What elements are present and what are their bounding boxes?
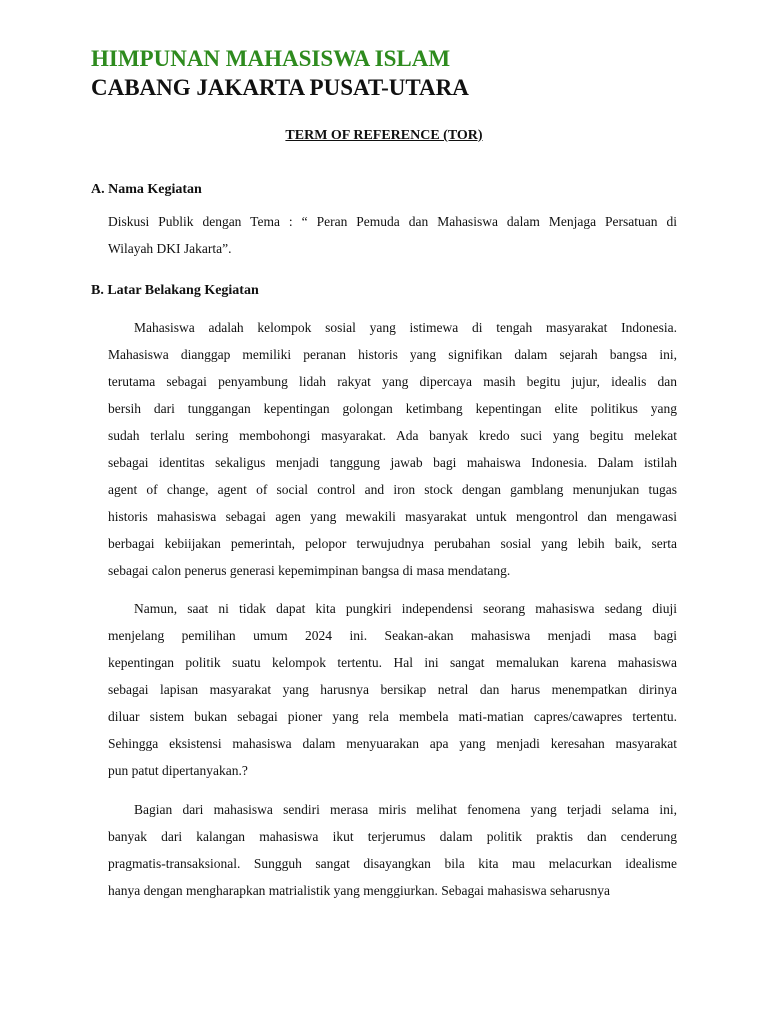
text-line: kepentingan politik suatu kelompok tertentu. Hal ini sangat memalukan karena mahasiswa <box>108 655 677 670</box>
text-line: Mahasiswa adalah kelompok sosial yang istimewa di tengah masyarakat Indonesia. <box>134 320 677 335</box>
organization-branch: CABANG JAKARTA PUSAT-UTARA <box>91 75 469 100</box>
document-title <box>0 127 768 145</box>
document-title-text: TERM OF REFERENCE (TOR) <box>285 128 483 143</box>
text-line: diluar sistem bukan sebagai pioner yang rela membela mati-matian capres/cawapres tertentu. <box>108 709 677 724</box>
section-a-paragraph <box>108 208 677 262</box>
text-line: Namun, saat ni tidak dapat kita pungkiri independensi seorang mahasiswa sedang diuji <box>134 601 677 616</box>
text-line: sudah terlalu sering membohongi masyarakat. Ada banyak kredo suci yang begitu melekat <box>108 428 677 443</box>
text-line: sebagai lapisan masyarakat yang harusnya bersikap netral dan harus menempatkan dirinya <box>108 682 677 697</box>
text-line: bersih dari tunggangan kepentingan golongan ketimbang kepentingan elite politikus yang <box>108 401 677 416</box>
text-line: banyak dari kalangan mahasiswa ikut terjerumus dalam politik praktis dan cenderung <box>108 829 677 844</box>
text-line: sebagai identitas sekaligus menjadi tanggung jawab bagi mahaiswa Indonesia. Dalam istilah <box>108 455 677 470</box>
text-line: agent of change, agent of social control and iron stock dengan gamblang menunjukan tugas <box>108 482 677 497</box>
text-line: Sehingga eksistensi mahasiswa dalam menyuarakan apa yang menjadi keresahan masyarakat <box>108 736 677 751</box>
text-line: sebagai calon penerus generasi kepemimpinan bangsa di masa mendatang. <box>108 563 511 578</box>
text-line: Mahasiswa dianggap memiliki peranan historis yang signifikan dalam sejarah bangsa ini, <box>108 347 677 362</box>
section-b-paragraph-1 <box>108 314 677 584</box>
text-line: menjelang pemilihan umum 2024 ini. Seakan-akan mahasiswa menjadi masa bagi <box>108 628 677 643</box>
text-line: pun patut dipertanyakan.? <box>108 763 248 778</box>
text-line: Bagian dari mahasiswa sendiri merasa miris melihat fenomena yang terjadi selama ini, <box>134 802 677 817</box>
text-line: Diskusi Publik dengan Tema : “ Peran Pemuda dan Mahasiswa dalam Menjaga Persatuan di <box>108 214 677 229</box>
text-line: berbagai kebiijakan pemerintah, pelopor terwujudnya perubahan sosial yang lebih baik, serta <box>108 536 677 551</box>
section-a-heading: A. Nama Kegiatan <box>91 182 202 197</box>
section-b-paragraph-2 <box>108 595 677 784</box>
text-line: pragmatis-transaksional. Sungguh sangat disayangkan bila kita mau melacurkan idealisme <box>108 856 677 871</box>
organization-name: HIMPUNAN MAHASISWA ISLAM <box>91 46 451 71</box>
text-line: terutama sebagai penyambung lidah rakyat yang dipercaya masih begitu jujur, idealis dan <box>108 374 677 389</box>
text-line: Wilayah DKI Jakarta”. <box>108 241 232 256</box>
section-b-paragraph-3 <box>108 796 677 904</box>
section-b-heading: B. Latar Belakang Kegiatan <box>91 283 259 298</box>
text-line: hanya dengan mengharapkan matrialistik yang menggiurkan. Sebagai mahasiswa seharusnya <box>108 883 610 898</box>
text-line: historis mahasiswa sebagai agen yang mewakili masyarakat untuk mengontrol dan mengawasi <box>108 509 677 524</box>
